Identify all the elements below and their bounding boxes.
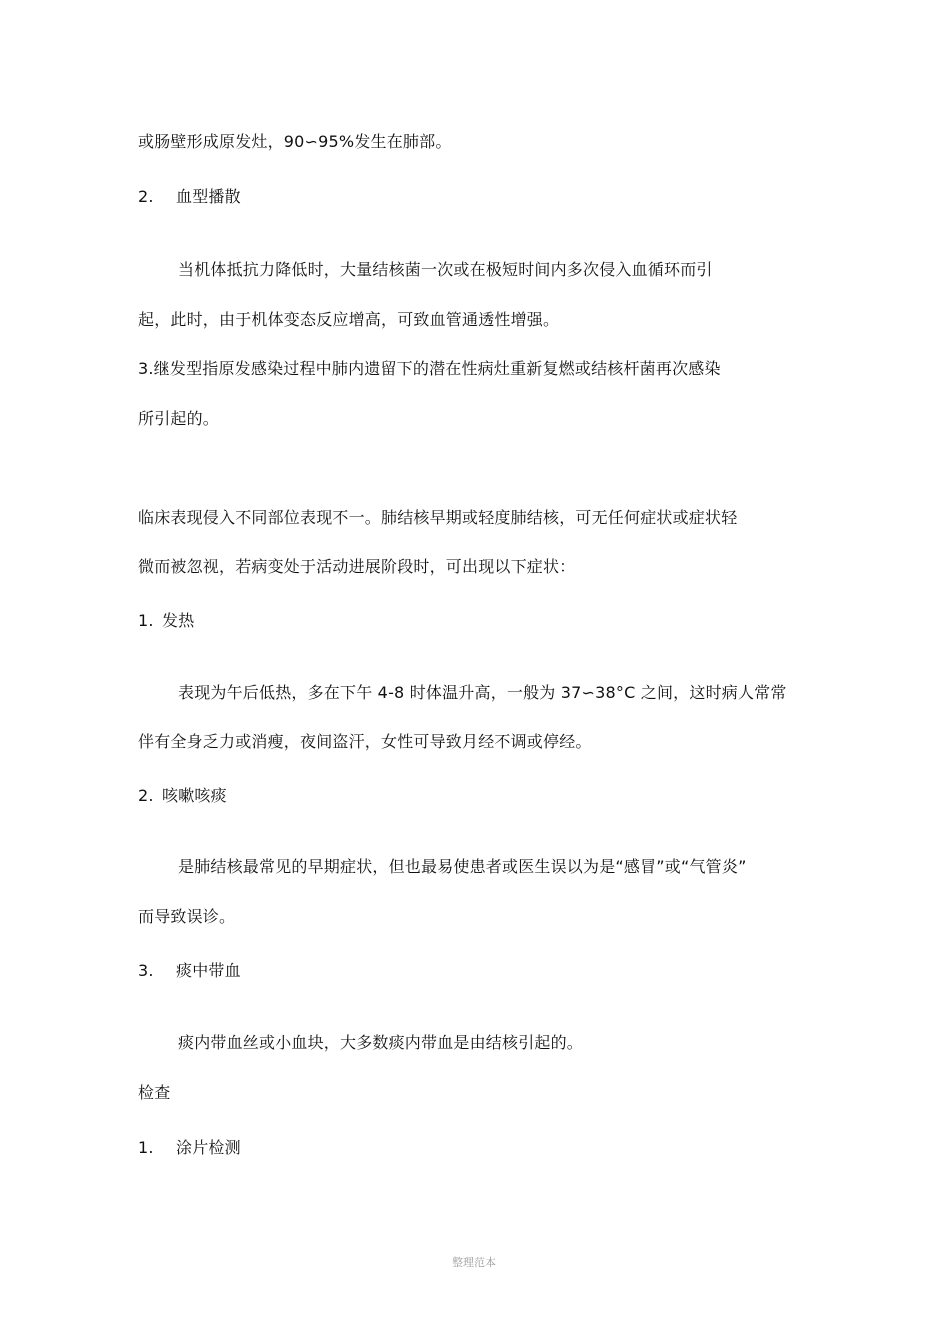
paragraph-line: 伴有全身乏力或消瘦，夜间盗汗，女性可导致月经不调或停经。 (138, 732, 592, 751)
heading-text: 咳嗽咳痰 (162, 786, 227, 805)
section-heading (138, 785, 227, 807)
paragraph-line: 而导致误诊。 (138, 907, 236, 926)
heading-number: 3. (138, 961, 154, 980)
paragraph-line: 表现为午后低热，多在下午 4-8 时体温升高，一般为 37∽38°C 之间，这时病人常常 (178, 683, 787, 702)
section-heading (138, 610, 194, 632)
section-heading (138, 1137, 241, 1159)
heading-number: 1. (138, 611, 154, 630)
paragraph-line: 或肠壁形成原发灶，90∽95%发生在肺部。 (138, 132, 452, 151)
heading-number: 1. (138, 1138, 154, 1157)
paragraph-line: 痰内带血丝或小血块，大多数痰内带血是由结核引起的。 (178, 1033, 584, 1052)
heading-number: 2. (138, 187, 154, 206)
heading-text: 血型播散 (176, 187, 241, 206)
heading-text: 痰中带血 (176, 961, 241, 980)
paragraph-line: 微而被忽视，若病变处于活动进展阶段时，可出现以下症状： (138, 557, 576, 576)
section-heading (138, 960, 241, 982)
section-title: 检查 (138, 1083, 171, 1102)
paragraph-line: 当机体抵抗力降低时，大量结核菌一次或在极短时间内多次侵入血循环而引 (178, 260, 713, 279)
heading-number: 2. (138, 786, 154, 805)
paragraph-line: 3.继发型指原发感染过程中肺内遗留下的潜在性病灶重新复燃或结核杆菌再次感染 (138, 359, 721, 378)
paragraph-line: 所引起的。 (138, 409, 220, 428)
paragraph-line: 是肺结核最常见的早期症状，但也最易使患者或医生误以为是“感冒”或“气管炎” (178, 857, 747, 876)
paragraph-line: 起，此时，由于机体变态反应增高，可致血管通透性增强。 (138, 310, 560, 329)
heading-text: 涂片检测 (176, 1138, 241, 1157)
section-heading (138, 186, 241, 208)
heading-text: 发热 (162, 611, 195, 630)
paragraph-line: 临床表现侵入不同部位表现不一。肺结核早期或轻度肺结核，可无任何症状或症状轻 (138, 508, 738, 527)
page-footer: 整理范本 (452, 1256, 496, 1269)
